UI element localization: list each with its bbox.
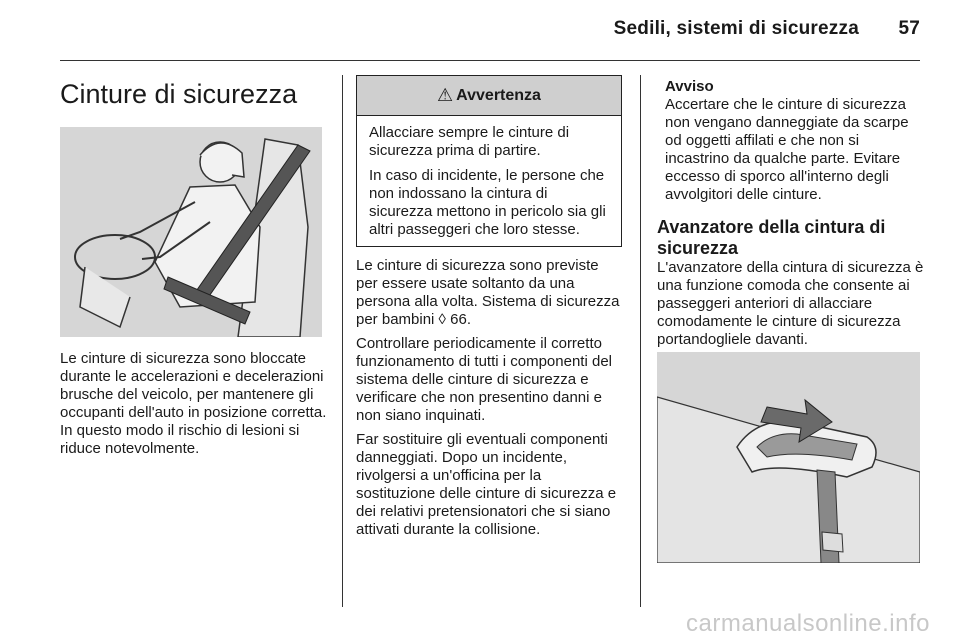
driver-figure-graphic xyxy=(60,127,322,337)
intro-paragraph: Le cinture di sicurezza sono bloccate durante le accelerazioni e decelerazioni brusche del veicolo, per mantenere gli occupanti dell'auto in posizione corretta. In questo modo il rischio di lesioni si riduce notevolmente. xyxy=(60,350,327,457)
column-divider-1 xyxy=(342,75,343,607)
section-title: Sedili, sistemi di sicurezza xyxy=(613,18,859,39)
watermark: carmanualsonline.info xyxy=(686,610,930,637)
header-rule xyxy=(60,60,920,61)
column3 xyxy=(657,78,925,349)
column2-text xyxy=(356,257,624,545)
presenter-paragraph: L'avanzatore della cintura di sicurezza è una funzione comoda che consente ai passeggeri anteriori di allacciare comodamente le cinture di sicurezza portandogliele davanti. xyxy=(657,259,924,348)
belt-presenter-illustration xyxy=(657,352,920,563)
belt-presenter-graphic xyxy=(657,352,920,563)
seatbelt-driver-illustration xyxy=(60,127,322,337)
column-divider-2 xyxy=(640,75,641,607)
warning-title: Avvertenza xyxy=(456,86,541,104)
warning-paragraph-1: Allacciare sempre le cinture di sicurezza prima di partire. xyxy=(369,124,570,159)
note-label: Avviso xyxy=(665,78,714,95)
warning-header xyxy=(357,76,621,116)
page-number: 57 xyxy=(898,18,920,39)
page-title: Cinture di sicurezza xyxy=(60,79,298,109)
intro-paragraph-block xyxy=(60,350,332,464)
running-header xyxy=(614,18,920,40)
note-text: Accertare che le cinture di sicurezza non vengano danneggiate da scarpe od oggetti affilati e che non si incastrino da qualche parte. Evitare eccesso di sporco all'interno degli avvolgitori delle cinture. xyxy=(665,96,909,203)
page-reference-icon: ◊ xyxy=(438,311,446,328)
warning-body xyxy=(357,116,621,239)
usage-paragraph xyxy=(356,257,624,329)
warning-box xyxy=(356,75,622,247)
replace-paragraph: Far sostituire gli eventuali componenti danneggiati. Dopo un incidente, rivolgersi a un'officina per la sostituzione delle cinture di sicurezza e dei relativi pretensionatori che si siano attivati durante la collisione. xyxy=(356,431,617,538)
warning-paragraph-2: In caso di incidente, le persone che non indossano la cintura di sicurezza mettono in pericolo sia gli altri passeggeri che loro stesse. xyxy=(369,167,606,238)
page-reference: 66. xyxy=(445,311,471,328)
usage-text: Le cinture di sicurezza sono previste per essere usate soltanto da una persona alla volta. Sistema di sicurezza per bambini xyxy=(356,257,620,328)
check-paragraph: Controllare periodicamente il corretto funzionamento di tutti i componenti del sistema delle cinture di sicurezza e verificare che non presentino danni e non siano inquinati. xyxy=(356,335,612,424)
warning-icon: ⚠ xyxy=(437,85,454,105)
section-subheading: Avanzatore della cintura di sicurezza xyxy=(657,217,886,258)
